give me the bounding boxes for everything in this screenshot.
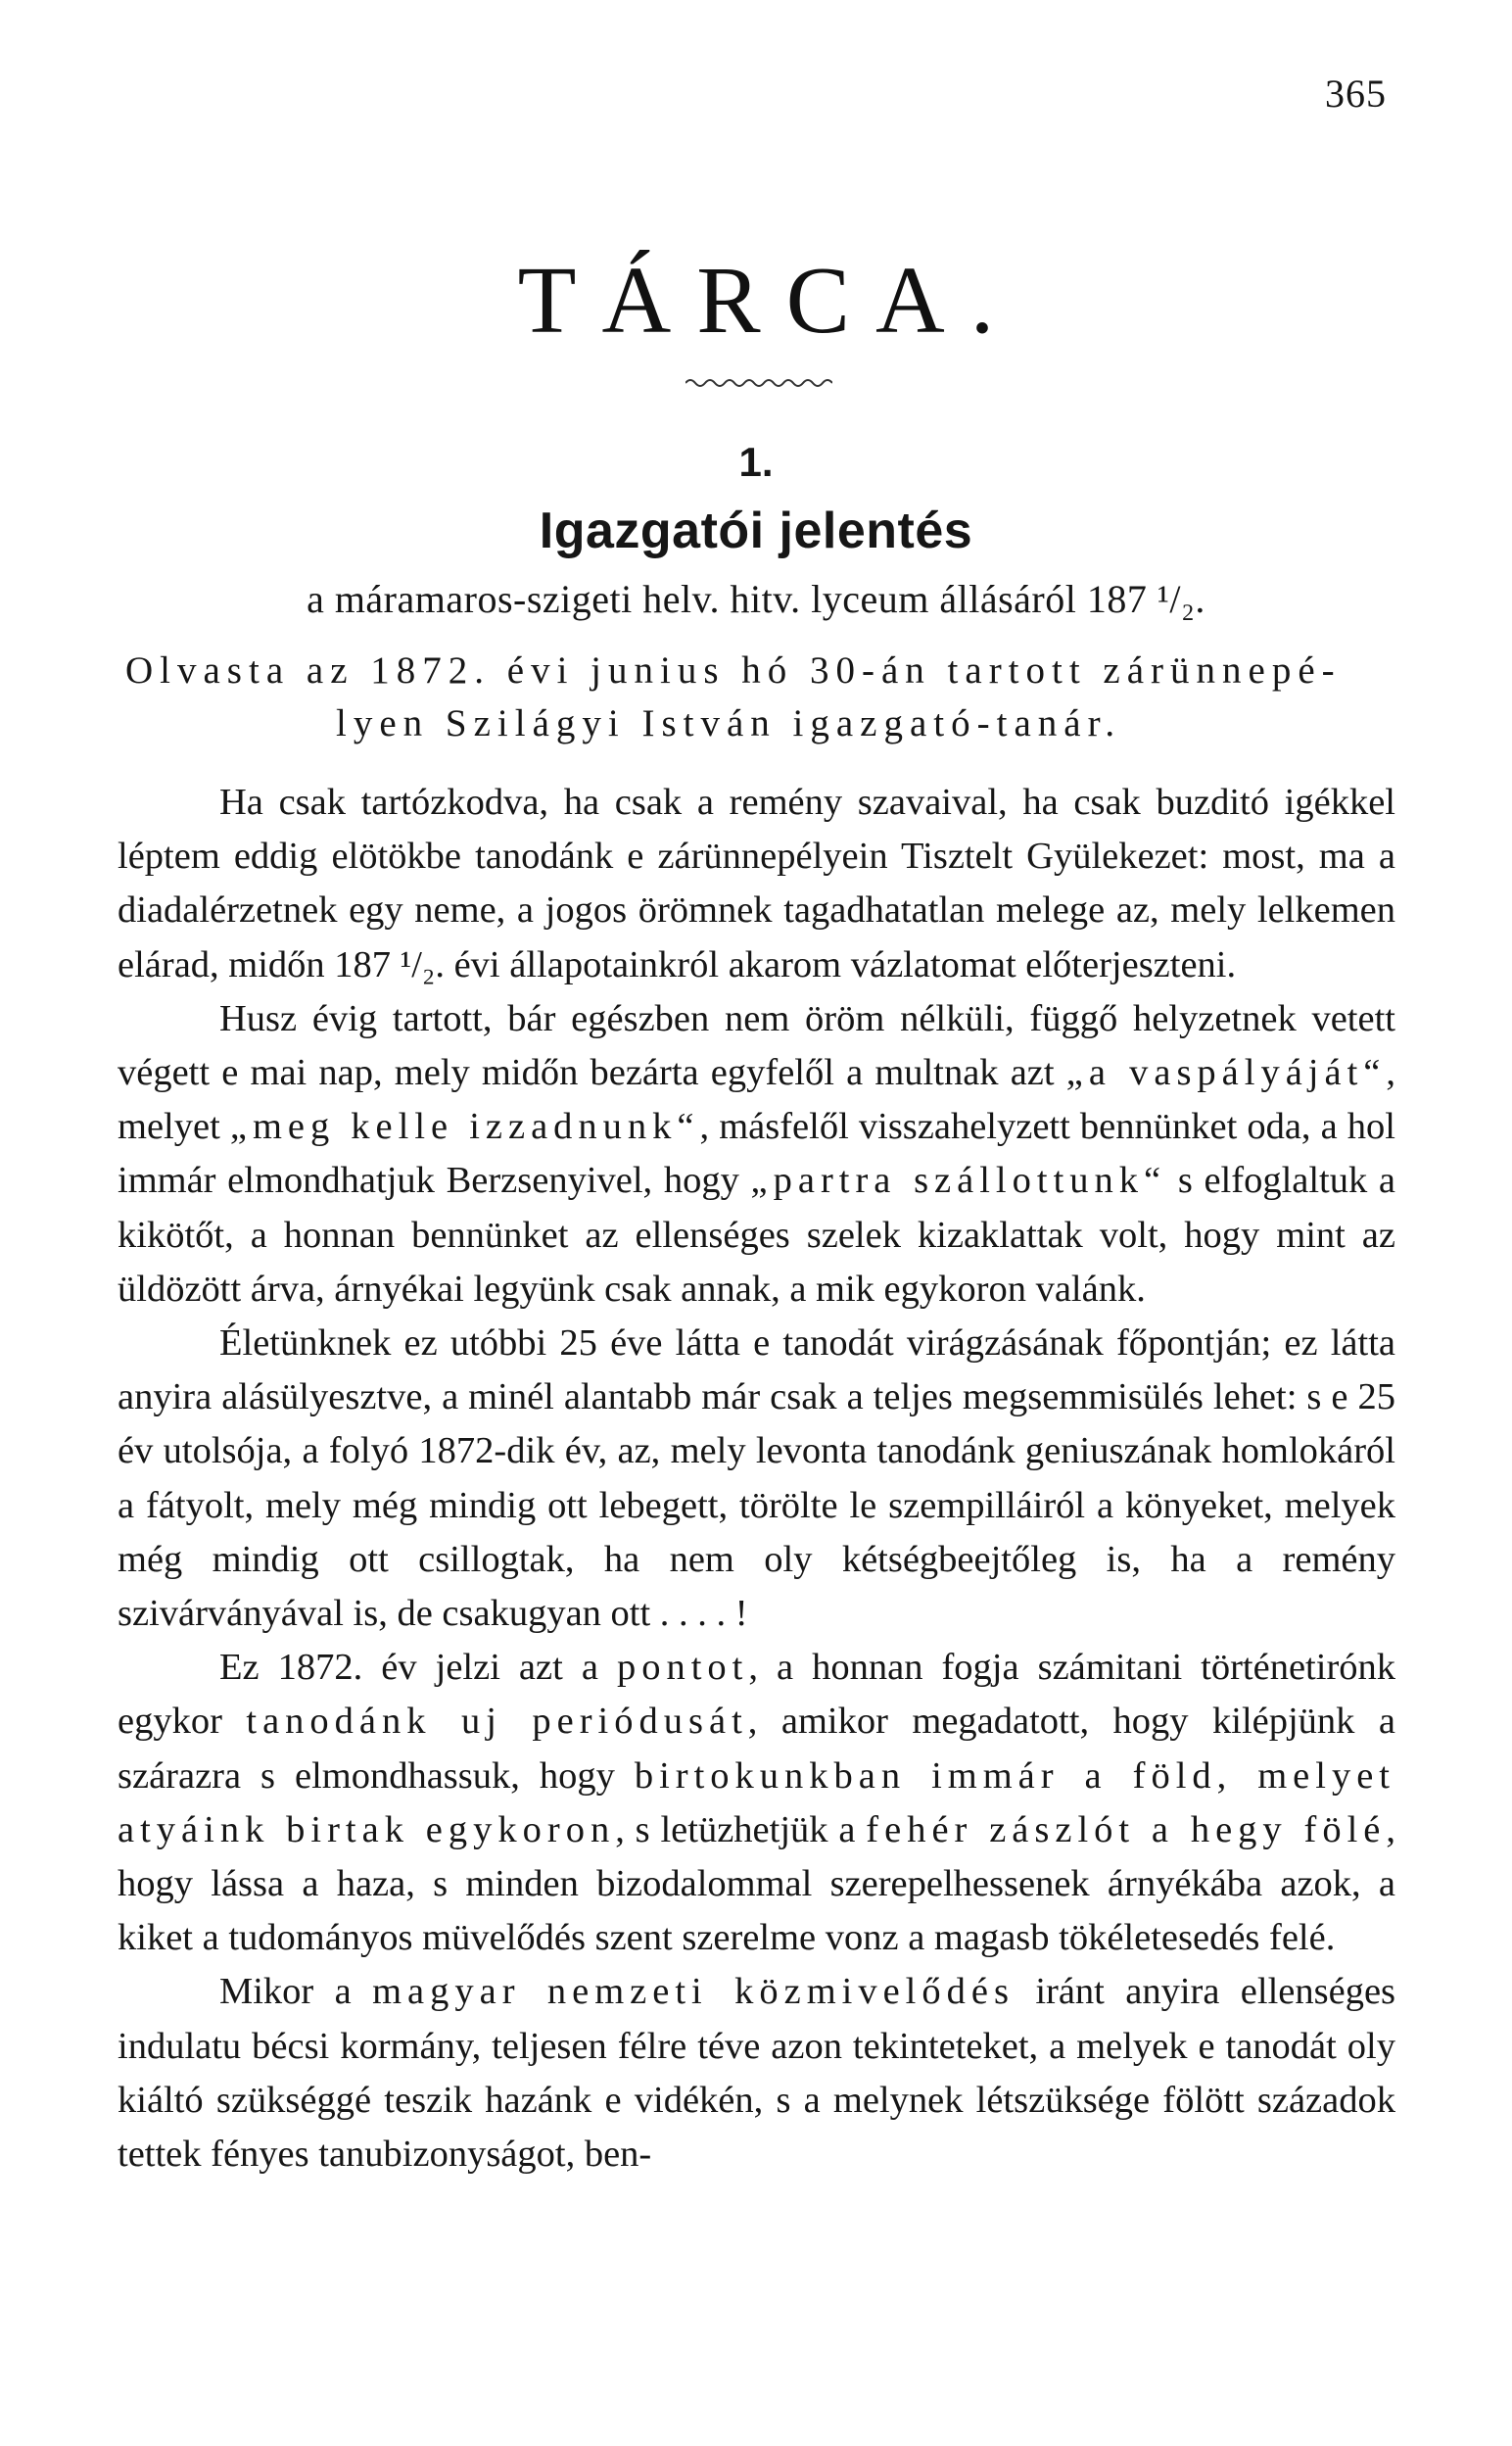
page-number: 365 (1325, 72, 1387, 116)
spaced-phrase-birtokunkban: birtokunkban immár a föld, melyet atyáink birtak egykoron (118, 1754, 1395, 1850)
paragraph-4-text-a: Ez 1872. év jelzi azt a (219, 1647, 598, 1689)
paragraph-2-text-g: s elfoglaltuk a kikötőt, a honnan bennünket az ellenséges szelek kizaklattak volt, hogy mint az üldözött árva, árnyékai legyünk csak annak, a mik egykoron valánk. (118, 1160, 1396, 1310)
paragraph-4-text-c: , a honnan fogja számitani történetirónk egykor (118, 1647, 1396, 1743)
article-subtitle: a máramaros-szigeti helv. hitv. lyceum állásáról 187 ¹/₂. (307, 577, 1205, 621)
spaced-quote-izzadnunk: „meg kelle izzadnunk“ (229, 1106, 700, 1148)
paragraph-5-text-c: iránt anyira ellenséges indulatu bécsi kormány, teljesen félre téve azon tekinteteket, a melyek e tanodát oly kiáltó szükséggé teszik hazánk e vidékén, s a melynek létszüksége fölött századok tettek fényes tanubizonyságot, ben- (118, 1971, 1396, 2176)
paragraph-2-text-e: , másfelől visszahelyzett bennünket oda, a hol immár elmondhatjuk Berzsenyivel, hogy (118, 1106, 1395, 1202)
spaced-phrase-feher-zaszlo: fehér zászlót a hegy fölé (866, 1808, 1387, 1850)
article-body (118, 776, 1395, 2182)
paragraph-2-text-c: , melyet (118, 1052, 1396, 1148)
paragraph-3: Életünknek ez utóbbi 25 éve látta e tanodát virágzásának főpontján; ez látta anyira alásülyesztve, a minél alantabb már csak a teljes megsemmisülés lehet: s e 25 év utolsója, a folyó 1872-dik év, az, mely levonta tanodánk geniuszának homlokáról a fátyolt, mely még mindig ott lebegett, törölte le szempilláiról a könyeket, melyek még mindig ott csillogtak, ha nem oly kétségbeejtőleg is, ha a remény szivárványával is, de csakugyan ott . . . . ! (118, 1322, 1395, 1635)
paragraph-2 (118, 992, 1395, 1317)
spaced-quote-partra: „partra szállottunk“ (750, 1160, 1167, 1202)
paragraph-5 (118, 1965, 1395, 2182)
paragraph-4-text-g: , s letüzhetjük a (615, 1808, 856, 1850)
article-byline (125, 645, 1394, 750)
spaced-phrase-kozmivelodes: magyar nemzeti közmivelődés (372, 1971, 1015, 2013)
paragraph-4-text-i: , hogy lássa a haza, s minden bizodalommal szerepelhessenek árnyékába azok, a kiket a tudományos müvelődés szent szerelme vonz a magasb tökéletesedés felé. (118, 1808, 1395, 1959)
paragraph-4 (118, 1641, 1395, 1965)
byline-line-1: Olvasta az 1872. évi junius hó 30-án tartott zárünnepé- (125, 649, 1342, 692)
paragraph-1: Ha csak tartózkodva, ha csak a remény szavaival, ha csak buzditó igékkel léptem eddig elötökbe tanodánk e zárünnepélyein Tisztelt Gyülekezet: most, ma a diadalérzetnek egy neme, a jogos örömnek tagadhatatlan melege az, mely lelkemen elárad, midőn 187 ¹/₂. évi állapotainkról akarom vázlatomat előterjeszteni. (118, 782, 1395, 985)
spaced-phrase-uj-periodus: tanodánk uj periódusát (246, 1701, 748, 1743)
paragraph-2-text-a: Husz évig tartott, bár egészben nem öröm nélküli, függő helyzetnek vetett végett e mai nap, mely midőn bezárta egyfelől a multnak azt (118, 997, 1395, 1094)
section-title: TÁRCA. (517, 248, 1020, 354)
paragraph-4-text-e: , amikor megadatott, hogy kilépjünk a szárazra s elmondhassuk, hogy (118, 1701, 1395, 1797)
wavy-ornament-divider (685, 376, 832, 390)
spaced-quote-vaspalyajat: „a vaspályáját“ (1065, 1052, 1387, 1094)
paragraph-5-text-a: Mikor a (219, 1971, 352, 2013)
article-number: 1. (738, 439, 774, 485)
byline-line-2: lyen Szilágyi István igazgató-tanár. (336, 702, 1122, 744)
article-headline: Igazgatói jelentés (539, 503, 973, 559)
spaced-word-pontot: pontot (616, 1647, 749, 1689)
